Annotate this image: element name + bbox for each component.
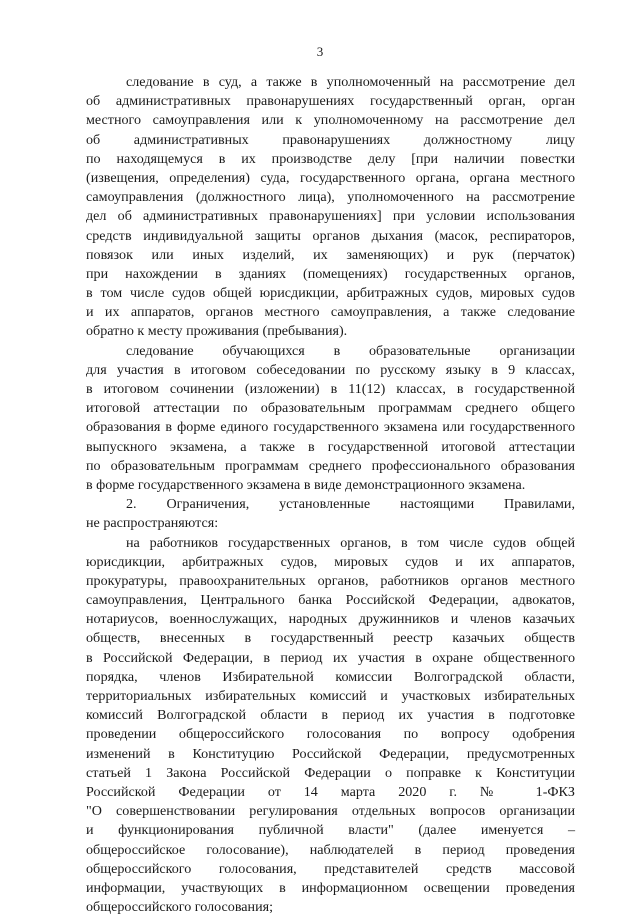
- text-line: для участия в итоговом собеседовании по русскому языку в 9 классах,: [86, 361, 575, 380]
- text-line: средств индивидуальной защиты органов дыхания (масок, респираторов,: [86, 227, 575, 246]
- paragraph: [86, 534, 575, 917]
- text-line: в итоговом сочинении (изложении) в 11(12) классах, в государственной: [86, 380, 575, 399]
- page-number: 3: [0, 44, 640, 60]
- text-line: информации, участвующих в информационном освещении проведения: [86, 879, 575, 898]
- text-line: проведении общероссийского голосования по вопросу одобрения: [86, 725, 575, 744]
- text-line: итоговой аттестации по образовательным программам среднего общего: [86, 399, 575, 418]
- text-line: не распространяются:: [86, 514, 575, 533]
- text-line: при нахождении в зданиях (помещениях) государственных органов,: [86, 265, 575, 284]
- text-line: в форме государственного экзамена в виде демонстрационного экзамена.: [86, 476, 575, 495]
- text-line: обществ, внесенных в государственный реестр казачьих обществ: [86, 629, 575, 648]
- text-line: выпускного экзамена, а также в государственной итоговой аттестации: [86, 438, 575, 457]
- body-text: [86, 73, 575, 917]
- text-line: повязок или иных изделий, их заменяющих) и рук (перчаток): [86, 246, 575, 265]
- text-line: самоуправления (должностного лица), уполномоченного на рассмотрение: [86, 188, 575, 207]
- text-line: следование обучающихся в образовательные организации: [86, 342, 575, 361]
- text-line: об административных правонарушениях государственный орган, орган: [86, 92, 575, 111]
- text-line: следование в суд, а также в уполномоченный на рассмотрение дел: [86, 73, 575, 92]
- text-line: местного самоуправления или к уполномоченному на рассмотрение дел: [86, 111, 575, 130]
- text-line: образования в форме единого государственного экзамена или государственного: [86, 418, 575, 437]
- text-line: на работников государственных органов, в том числе судов общей: [86, 534, 575, 553]
- text-line: (извещения, определения) суда, государственного органа, органа местного: [86, 169, 575, 188]
- text-line: общероссийского голосования;: [86, 898, 575, 917]
- text-line: изменений в Конституцию Российской Федерации, предусмотренных: [86, 745, 575, 764]
- text-line: дел об административных правонарушениях] при условии использования: [86, 207, 575, 226]
- text-line: "О совершенствовании регулирования отдельных вопросов организации: [86, 802, 575, 821]
- text-line: нотариусов, военнослужащих, народных дружинников и членов казачьих: [86, 610, 575, 629]
- text-line: порядка, членов Избирательной комиссии Волгоградской области,: [86, 668, 575, 687]
- text-line: по образовательным программам среднего профессионального образования: [86, 457, 575, 476]
- text-line: самоуправления, Центрального банка Российской Федерации, адвокатов,: [86, 591, 575, 610]
- text-line: Российской Федерации от 14 марта 2020 г. № 1-ФКЗ: [86, 783, 575, 802]
- text-line: юрисдикции, арбитражных судов, мировых судов и их аппаратов,: [86, 553, 575, 572]
- paragraph: [86, 73, 575, 342]
- paragraph: [86, 342, 575, 496]
- text-line: в Российской Федерации, в период их участия в охране общественного: [86, 649, 575, 668]
- text-line: в том числе судов общей юрисдикции, арбитражных судов, мировых судов: [86, 284, 575, 303]
- text-line: по находящемуся в их производстве делу [при наличии повестки: [86, 150, 575, 169]
- text-line: обратно к месту проживания (пребывания).: [86, 322, 575, 341]
- text-line: и их аппаратов, органов местного самоуправления, а также следование: [86, 303, 575, 322]
- text-line: комиссий Волгоградской области в период их участия в подготовке: [86, 706, 575, 725]
- text-line: об административных правонарушениях должностному лицу: [86, 131, 575, 150]
- text-line: общероссийское голосование), наблюдателей в период проведения: [86, 841, 575, 860]
- text-line: общероссийского голосования, представителей средств массовой: [86, 860, 575, 879]
- text-line: 2. Ограничения, установленные настоящими Правилами,: [86, 495, 575, 514]
- text-line: территориальных избирательных комиссий и участковых избирательных: [86, 687, 575, 706]
- text-line: статьей 1 Закона Российской Федерации о поправке к Конституции: [86, 764, 575, 783]
- text-line: и функционирования публичной власти" (далее именуется –: [86, 821, 575, 840]
- paragraph: [86, 495, 575, 533]
- text-line: прокуратуры, правоохранительных органов, работников органов местного: [86, 572, 575, 591]
